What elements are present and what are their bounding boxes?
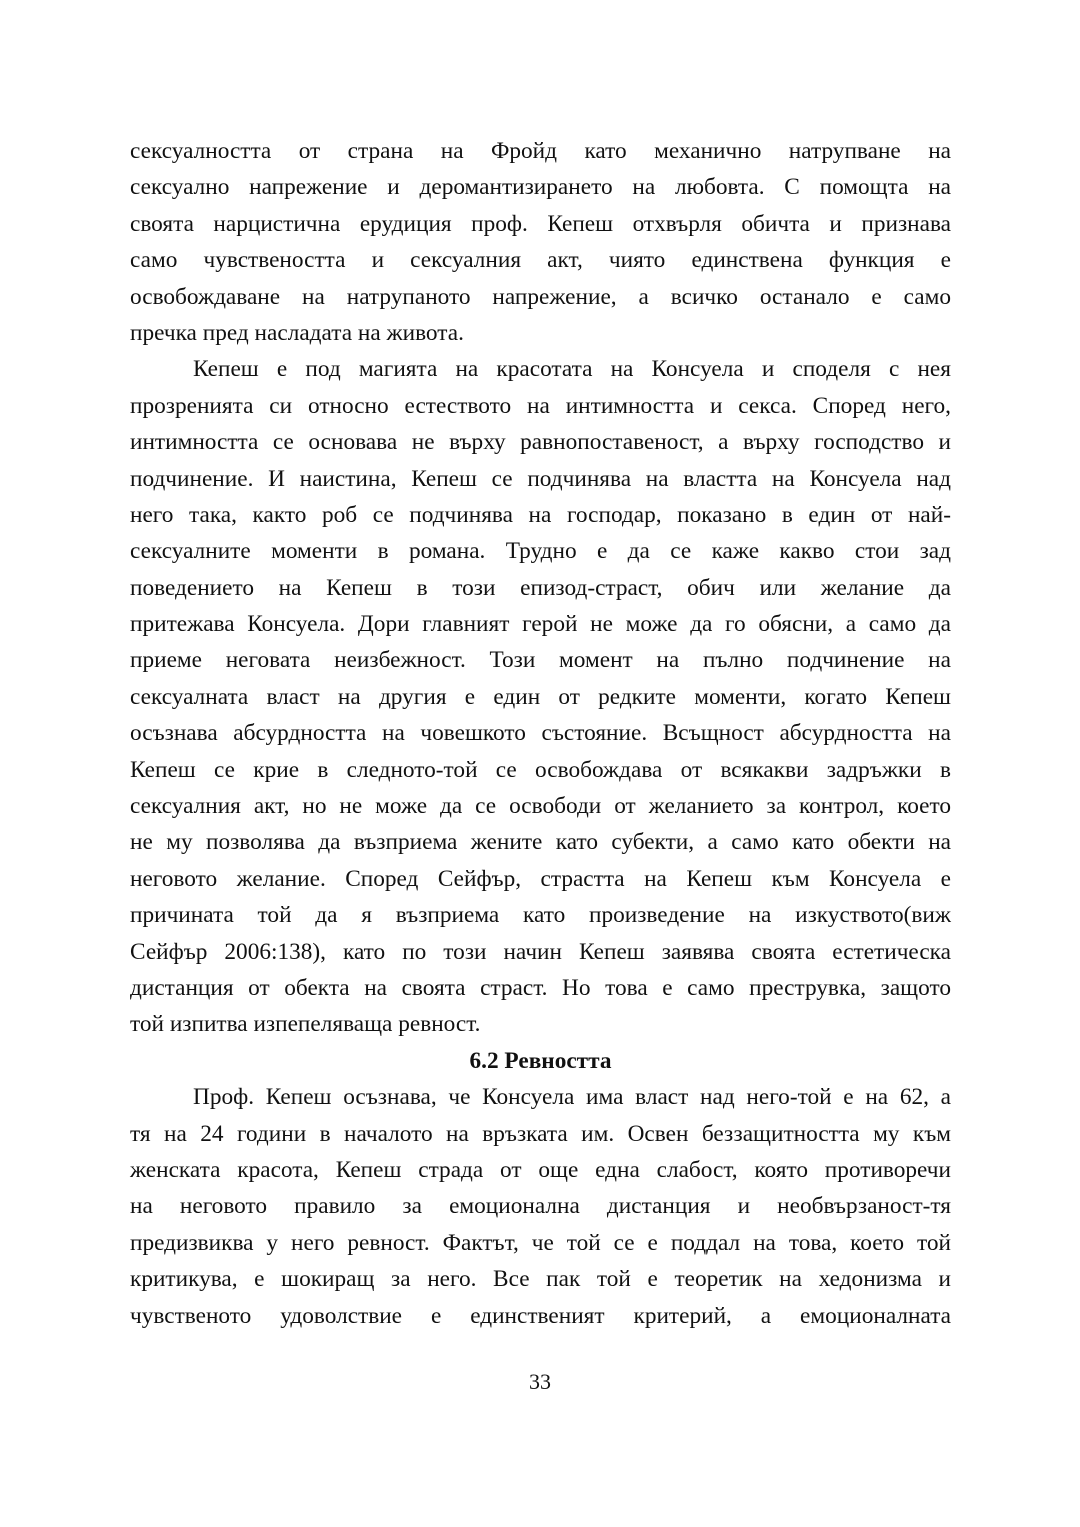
text-line: Кепеш е под магията на красотата на Консуела и споделя с нея [193, 356, 951, 383]
text-line: критикува, е шокиращ за него. Все пак той е теоретик на хедонизма и [130, 1266, 951, 1293]
text-line: сексуално напрежение и деромантизирането на любовта. С помощта на [130, 174, 951, 201]
text-line: сексуалната власт на другия е един от редките моменти, когато Кепеш [130, 683, 951, 710]
text-line: притежава Консуела. Дори главният герой не може да го обясни, а само да [130, 611, 951, 638]
text-line: предизвиква у него ревност. Фактът, че той се е поддал на това, което той [130, 1229, 951, 1256]
text-line: дистанция от обекта на своята страст. Но това е само преструвка, защото [130, 974, 951, 1001]
text-line: освобождаване на натрупаното напрежение, а всичко останало е само [130, 283, 951, 310]
text-line: осъзнава абсурдността на човешкото състояние. Всъщност абсурдността на [130, 720, 951, 747]
text-line: интимността се основава не върху равнопоставеност, а върху господство и [130, 429, 951, 456]
text-line: не му позволява да възприема жените като субекти, а само като обекти на [130, 829, 951, 856]
document-page [130, 133, 951, 1334]
text-line: на неговото правило за емоционална дистанция и необвързаност-тя [130, 1193, 951, 1220]
text-line: Сейфър 2006:138), като по този начин Кепеш заявява своята естетическа [130, 938, 951, 965]
text-line: той изпитва изпепеляваща ревност. [130, 1011, 481, 1038]
text-line: пречка пред насладата на живота. [130, 319, 464, 346]
text-line: подчинение. И наистина, Кепеш се подчинява на властта на Консуела над [130, 465, 951, 492]
text-line: сексуалността от страна на Фройд като механично натрупване на [130, 138, 951, 164]
text-line: него така, както роб се подчинява на господар, показано в един от най- [130, 501, 951, 528]
page-number: 33 [529, 1369, 551, 1394]
text-line: неговото желание. Според Сейфър, страстта на Кепеш към Консуела е [130, 865, 951, 892]
text-line: сексуалния акт, но не може да се освободи от желанието за контрол, което [130, 793, 951, 820]
text-line: Проф. Кепеш осъзнава, че Консуела има власт над него-той е на 62, а [193, 1084, 951, 1111]
text-line: чувственото удоволствие е единственият критерий, а емоционалната [130, 1302, 951, 1329]
text-line: причината той да я възприема като произведение на изкуството(виж [130, 902, 951, 929]
text-line: своята нарцистична ерудиция проф. Кепеш отхвърля обичта и признава [130, 210, 951, 237]
paragraph-3 [130, 1079, 951, 1334]
paragraph-1 [130, 133, 951, 351]
text-line: само чувствеността и сексуалния акт, чиято единствена функция е [130, 247, 951, 274]
text-line: женската красота, Кепеш страда от още една слабост, която противоречи [130, 1156, 951, 1183]
text-line: приеме неговата неизбежност. Този момент на пълно подчинение на [130, 647, 951, 674]
paragraph-2 [130, 351, 951, 1042]
text-line: сексуалните моменти в романа. Трудно е да се каже какво стои зад [130, 538, 951, 565]
text-line: поведението на Кепеш в този епизод-страст, обич или желание да [130, 574, 951, 601]
text-line: Кепеш се крие в следното-той се освобождава от всякакви задръжки в [130, 756, 951, 783]
text-line: тя на 24 години в началото на връзката им. Освен беззащитността му към [130, 1120, 951, 1147]
text-line: прозренията си относно естеството на интимността и секса. Според него, [130, 392, 951, 419]
section-heading: 6.2 Ревността [469, 1047, 612, 1074]
